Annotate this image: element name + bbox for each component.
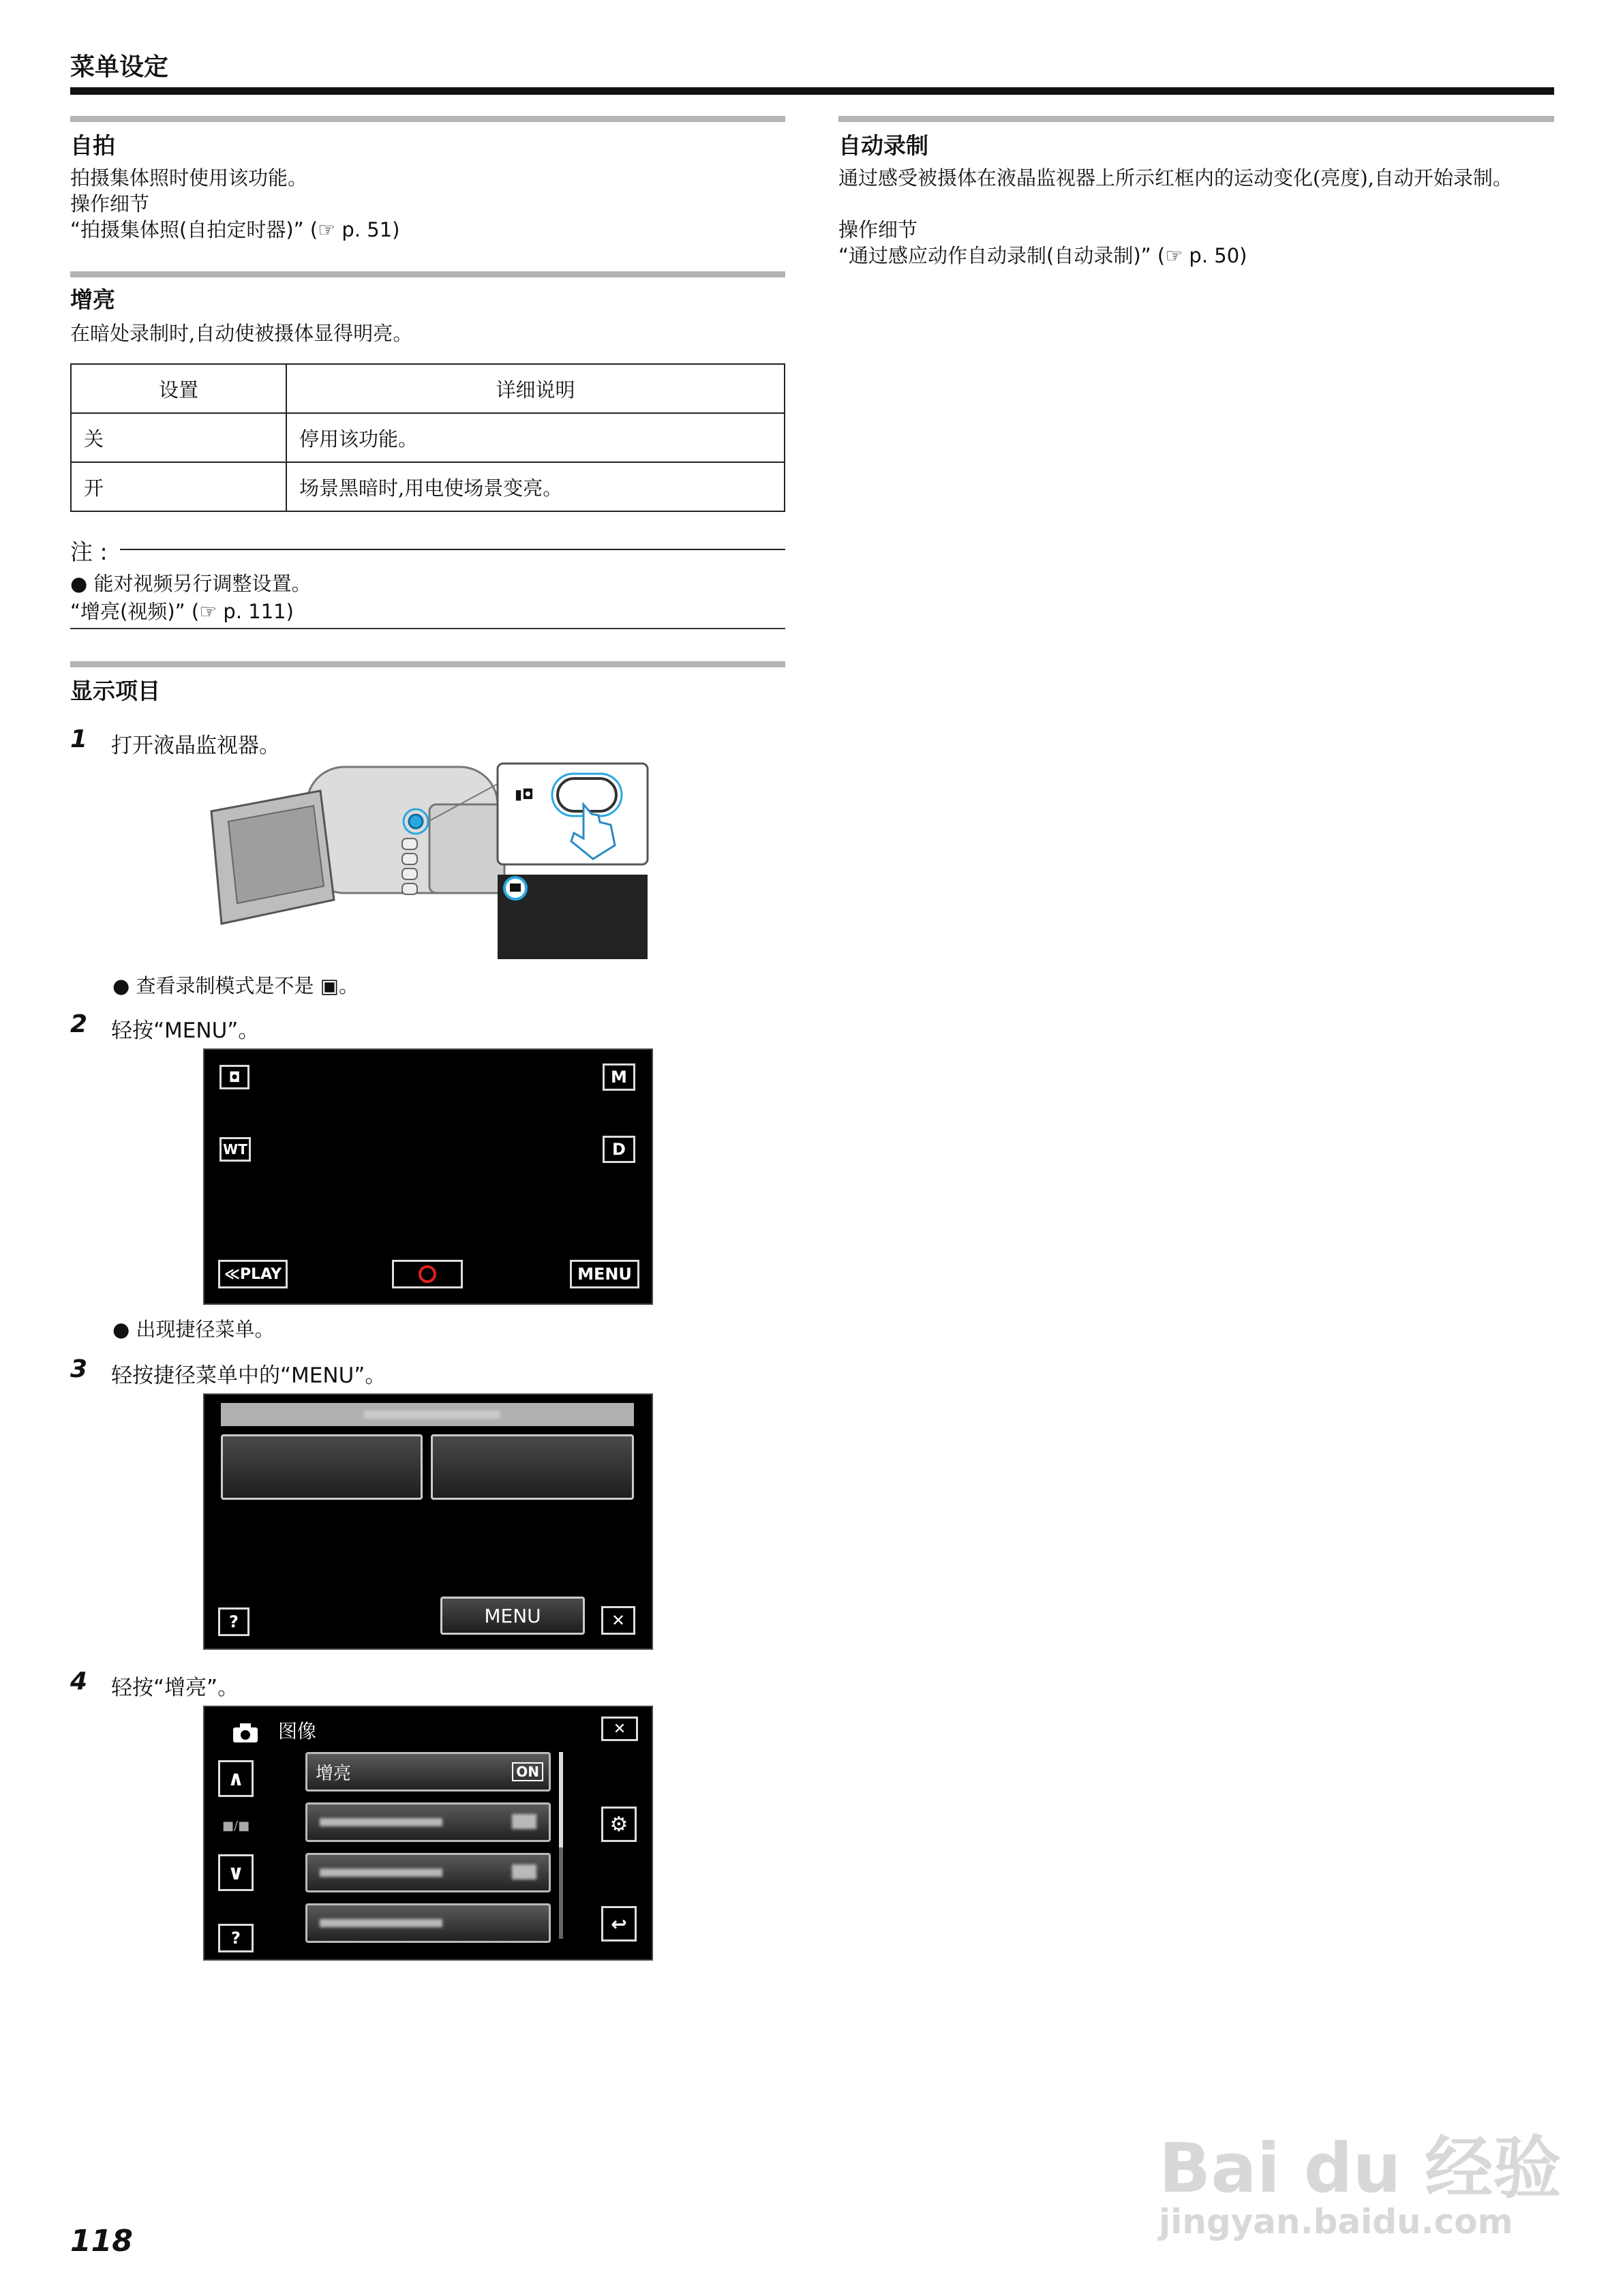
table-header-detail: 详细说明	[286, 364, 785, 413]
table-header-setting: 设置	[71, 364, 286, 413]
brighten-desc: 在暗处录制时,自动使被摄体显得明亮。	[70, 322, 413, 345]
step-text: 轻按“MENU”。	[111, 1018, 260, 1043]
camcorder-illustration	[198, 757, 654, 961]
step2-bullet-text: 出现捷径菜单。	[136, 1318, 275, 1341]
camera-icon	[232, 1722, 259, 1744]
auto-rec-desc: 通过感受被摄体在液晶监视器上所示红框内的运动变化(亮度),自动开始录制。	[838, 166, 1513, 190]
camera-screen-shortcut-menu	[203, 1393, 653, 1650]
record-button[interactable]	[392, 1260, 463, 1288]
self-timer-desc: 拍摄集体照时使用该功能。	[70, 166, 308, 190]
scrollbar[interactable]	[559, 1752, 563, 1939]
return-icon: ↩	[611, 1912, 627, 1935]
note-bullet-text: 能对视频另行调整设置。	[93, 572, 312, 595]
manual-button[interactable]: M	[603, 1063, 635, 1091]
section-title-auto-rec: 自动录制	[838, 132, 928, 159]
scroll-down-button[interactable]: ∨	[218, 1854, 254, 1891]
section-title-brighten: 增亮	[70, 286, 115, 313]
header-rule	[70, 87, 1554, 95]
page-number: 118	[70, 2224, 133, 2259]
help-button[interactable]: ?	[218, 1607, 249, 1636]
section-bar	[70, 661, 785, 667]
note-rule	[120, 549, 785, 550]
menu-button[interactable]: MENU	[570, 1260, 639, 1288]
blurred-title	[364, 1410, 500, 1419]
auto-rec-ref-link[interactable]: “通过感应动作自动录制(自动录制)” (☞ p. 50)	[838, 244, 1247, 267]
table-cell: 开	[71, 462, 286, 511]
step-text: 轻按捷径菜单中的“MENU”。	[111, 1363, 386, 1388]
blurred-label	[320, 1818, 442, 1826]
help-button[interactable]: ?	[218, 1924, 254, 1952]
menu-item-brighten[interactable]	[305, 1752, 551, 1792]
shortcut-tile-right[interactable]	[431, 1434, 634, 1500]
page-header-title: 菜单设定	[70, 53, 169, 81]
step-number: 1	[70, 725, 88, 753]
settings-table	[70, 363, 785, 512]
gear-icon: ⚙	[609, 1812, 628, 1837]
section-bar	[70, 271, 785, 277]
section-title-self-timer: 自拍	[70, 132, 115, 159]
menu-item[interactable]	[305, 1802, 551, 1842]
shortcut-menu-titlebar	[221, 1403, 634, 1426]
step-text: 轻按“增亮”。	[111, 1676, 239, 1700]
blurred-badge	[512, 1814, 536, 1829]
shortcut-tile-left[interactable]	[221, 1434, 423, 1500]
close-button[interactable]: ✕	[601, 1606, 635, 1635]
menu-title: 图像	[278, 1720, 317, 1742]
step1-bullet: ● 查看录制模式是不是 ▣。	[112, 974, 359, 997]
table-row	[71, 462, 785, 511]
camera-mode-icon[interactable]: ◘	[219, 1065, 249, 1089]
self-timer-detail-label: 操作细节	[70, 192, 150, 215]
scroll-up-button[interactable]: ∧	[218, 1760, 254, 1797]
step1-bullet-text: 查看录制模式是不是 ▣。	[136, 974, 359, 997]
step2-bullet: ● 出现捷径菜单。	[112, 1318, 275, 1341]
display-button[interactable]: D	[603, 1136, 635, 1163]
close-button[interactable]: ✕	[601, 1717, 638, 1741]
svg-text:▮◘: ▮◘	[515, 786, 534, 802]
settings-button[interactable]	[601, 1807, 637, 1842]
play-button[interactable]: ≪PLAY	[218, 1260, 288, 1288]
note-label: 注 :	[70, 539, 108, 565]
step-number: 2	[70, 1010, 88, 1038]
watermark-logo: Bai du 经验	[1159, 2128, 1562, 2208]
blurred-label	[320, 1919, 442, 1927]
note-bullet: ● 能对视频另行调整设置。	[70, 572, 312, 595]
blurred-badge	[512, 1864, 536, 1879]
table-header-row	[71, 364, 785, 413]
shortcut-menu-button[interactable]: MENU	[440, 1597, 585, 1635]
section-title-display: 显示项目	[70, 678, 160, 704]
section-bar	[70, 116, 785, 122]
camera-screen-image-menu	[203, 1706, 653, 1961]
watermark-url: jingyan.baidu.com	[1159, 2202, 1513, 2241]
auto-rec-detail-label: 操作细节	[838, 218, 918, 241]
step-number: 4	[70, 1667, 88, 1695]
zoom-wt-button[interactable]: WT	[219, 1137, 251, 1162]
divider	[70, 628, 785, 629]
blurred-label	[320, 1869, 442, 1877]
menu-item[interactable]	[305, 1903, 551, 1943]
step-number: 3	[70, 1355, 88, 1383]
back-button[interactable]	[601, 1906, 637, 1942]
camera-screen-main	[203, 1048, 653, 1305]
table-row	[71, 413, 785, 462]
table-cell: 停用该功能。	[286, 413, 785, 462]
page-indicator: ■/■	[222, 1819, 250, 1833]
on-badge: ON	[512, 1762, 543, 1781]
table-cell: 关	[71, 413, 286, 462]
menu-item[interactable]	[305, 1853, 551, 1892]
scrollbar-thumb[interactable]	[559, 1752, 563, 1847]
note-ref-link[interactable]: “增亮(视频)” (☞ p. 111)	[70, 600, 294, 623]
section-bar	[838, 116, 1554, 122]
table-cell: 场景黑暗时,用电使场景变亮。	[286, 462, 785, 511]
record-icon	[419, 1265, 436, 1283]
self-timer-ref-link[interactable]: “拍摄集体照(自拍定时器)” (☞ p. 51)	[70, 218, 400, 241]
menu-item-label: 增亮	[316, 1764, 352, 1784]
step-text: 打开液晶监视器。	[111, 734, 280, 758]
